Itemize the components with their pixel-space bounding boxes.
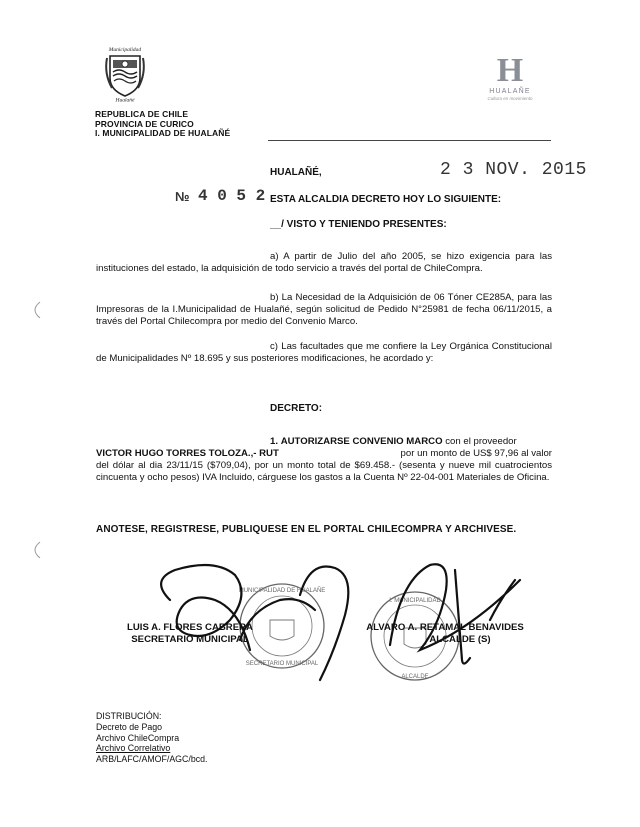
item1-with-provider: con el proveedor [445,436,517,447]
seal-right-bottom-text: ALCALDE [401,674,429,680]
hualane-logo-mark: H [496,52,524,89]
signatory-left-name: LUIS A. FLORES CABRERA [127,622,253,633]
decree-number-prefix: № [175,189,190,204]
distribution-item: Archivo Correlativo [96,743,171,754]
seal-left-top-text: MUNICIPALIDAD DE HUALAÑE [238,588,326,594]
decree-item-1 [96,436,552,484]
header-municipality: I. MUNICIPALIDAD DE HUALAÑÉ [95,128,231,138]
hualane-logo-tagline: Cultura en movimiento [487,96,533,101]
header-lines [95,110,315,139]
decree-number-stamp: 4 0 5 2 [198,187,266,205]
item1-authorize: AUTORIZARSE CONVENIO MARCO [280,436,443,447]
place-label: HUALAÑÉ, [270,167,322,178]
signatory-left-title: SECRETARIO MUNICIPAL [131,634,249,645]
hole-punch-mark-bottom [28,540,42,560]
signatory-right-title: ALCALDE (S) [429,634,491,645]
crest-text-top: Municipalidad [108,47,142,53]
item1-details: del dólar al dia 23/11/15 ($709,04), por un monto total de $69.458.- (sesenta y nueve mil cuatrocientos cincuenta y ocho pesos) IVA Incluido, cárguese los gastos a la Cuenta Nº 22-04-001 Materiales de Oficina. [96,460,552,483]
item1-amount-usd: por un monto de US$ 97,96 al valor [400,448,552,459]
distribution-item: Archivo ChileCompra [96,732,180,743]
decree-intro: ESTA ALCALDIA DECRETO HOY LO SIGUIENTE: [270,194,502,205]
signatures-and-seals [0,540,640,700]
signatory-right-name: ALVARO A. RETAMAL BENAVIDES [366,622,524,633]
distribution-heading: DISTRIBUCIÓN: [96,711,162,721]
visto-heading: __/ VISTO Y TENIENDO PRESENTES: [270,219,447,230]
paragraph-a: a) A partir de Julio del año 2005, se hizo exigencia para las instituciones del estado, la adquisición de todo servicio a través del portal de ChileCompra. [96,251,552,274]
hualane-logo-name: HUALAÑE [489,88,531,95]
paragraph-c: c) Las facultades que me confiere la Ley Orgánica Constitucional de Municipalidades Nº 18.695 y sus posteriores modificaciones, he acordado y: [96,341,552,364]
crest-text-bottom: Hualañé [115,97,135,102]
closing-statement: ANOTESE, REGISTRESE, PUBLIQUESE EN EL PORTAL CHILECOMPRA Y ARCHIVESE. [96,524,517,535]
item1-number: 1. [270,436,279,447]
header-republic: REPUBLICA DE CHILE [95,109,189,119]
signature-right [390,564,520,663]
distribution-block [96,711,296,765]
decree-date-stamp: 2 3 NOV. 2015 [440,160,587,180]
item1-provider: VICTOR HUGO TORRES TOLOZA.,- RUT [96,448,279,459]
seal-left-bottom-text: SECRETARIO MUNICIPAL [245,661,319,667]
hole-punch-mark-top [28,300,42,320]
seal-right-top-text: I. MUNICIPALIDAD [389,598,441,604]
hualane-logo [480,52,540,108]
header-province: PROVINCIA DE CURICO [95,118,194,129]
municipal-crest [100,44,150,102]
header-divider [268,140,551,141]
paragraph-b: b) La Necesidad de la Adquisición de 06 Tóner CE285A, para las Impresoras de la I.Municipalidad de Hualañé, según solicitud de Pedido N°25981 de fecha 06/11/2015, a través del Portal Chilecompra por medio del Convenio Marco. [96,292,552,327]
distribution-item: ARB/LAFC/AMOF/AGC/bcd. [96,754,208,765]
decreto-heading: DECRETO: [270,403,323,414]
signatory-left [110,622,270,646]
distribution-item: Decreto de Pago [96,721,163,732]
signatory-right [350,622,540,646]
